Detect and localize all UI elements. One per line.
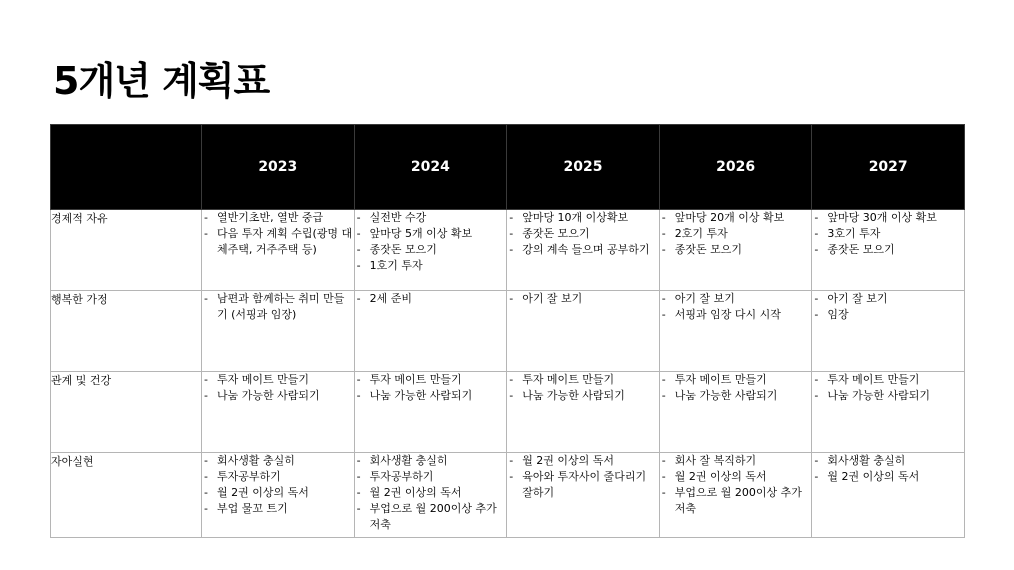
goal-list	[202, 291, 354, 323]
goal-item: - 월 2권 이상의 독서	[355, 485, 507, 501]
goal-item: - 강의 계속 들으며 공부하기	[507, 242, 659, 258]
goal-item: - 2세 준비	[355, 291, 507, 307]
year-header-2023: 2023	[202, 125, 355, 210]
plan-body	[51, 210, 965, 538]
goal-item: - 앞마당 5개 이상 확보	[355, 226, 507, 242]
year-header-2024: 2024	[354, 125, 507, 210]
goal-list	[202, 210, 354, 258]
header-corner	[51, 125, 202, 210]
plan-cell	[202, 210, 355, 291]
plan-table	[50, 124, 965, 538]
goal-item: - 투자 메이트 만들기	[507, 372, 659, 388]
goal-item: - 월 2권 이상의 독서	[812, 469, 964, 485]
goal-item: - 앞마당 30개 이상 확보	[812, 210, 964, 226]
year-header-2025: 2025	[507, 125, 660, 210]
plan-cell	[507, 372, 660, 453]
goal-list	[507, 453, 659, 501]
goal-item: - 열반기초반, 열반 중급	[202, 210, 354, 226]
table-row-happy-family	[51, 291, 965, 372]
plan-cell	[202, 453, 355, 538]
goal-list	[355, 210, 507, 274]
goal-list	[507, 291, 659, 307]
goal-list	[812, 453, 964, 485]
plan-cell	[354, 372, 507, 453]
goal-item: - 종잣돈 모으기	[812, 242, 964, 258]
goal-item: - 남편과 함께하는 취미 만들기 (서핑과 임장)	[202, 291, 354, 323]
header-row	[51, 125, 965, 210]
goal-item: - 나눔 가능한 사람되기	[660, 388, 812, 404]
goal-list	[660, 453, 812, 517]
goal-list	[812, 372, 964, 404]
goal-item: - 아기 잘 보기	[812, 291, 964, 307]
goal-item: - 월 2권 이상의 독서	[507, 453, 659, 469]
goal-item: - 아기 잘 보기	[660, 291, 812, 307]
table-row-economic-freedom	[51, 210, 965, 291]
plan-cell	[812, 291, 965, 372]
goal-list	[507, 372, 659, 404]
goal-list	[507, 210, 659, 258]
row-label: 행복한 가정	[51, 291, 202, 372]
goal-item: - 월 2권 이상의 독서	[202, 485, 354, 501]
goal-item: - 부업으로 월 200이상 추가 저축	[355, 501, 507, 533]
year-header-2026: 2026	[659, 125, 812, 210]
goal-list	[660, 372, 812, 404]
goal-item: - 종잣돈 모으기	[355, 242, 507, 258]
goal-item: - 나눔 가능한 사람되기	[355, 388, 507, 404]
plan-cell	[812, 372, 965, 453]
goal-item: - 서핑과 임장 다시 시작	[660, 307, 812, 323]
row-label: 자아실현	[51, 453, 202, 538]
plan-cell	[812, 210, 965, 291]
goal-list	[202, 453, 354, 517]
goal-item: - 앞마당 20개 이상 확보	[660, 210, 812, 226]
plan-cell	[354, 210, 507, 291]
plan-cell	[507, 210, 660, 291]
plan-cell	[659, 372, 812, 453]
goal-item: - 앞마당 10개 이상확보	[507, 210, 659, 226]
goal-item: - 회사생활 충실히	[812, 453, 964, 469]
goal-item: - 투자 메이트 만들기	[355, 372, 507, 388]
plan-cell	[202, 291, 355, 372]
goal-item: - 나눔 가능한 사람되기	[507, 388, 659, 404]
goal-item: - 실전반 수강	[355, 210, 507, 226]
plan-cell	[507, 291, 660, 372]
goal-list	[660, 210, 812, 258]
goal-item: - 회사생활 충실히	[202, 453, 354, 469]
goal-list	[355, 453, 507, 533]
goal-item: - 종잣돈 모으기	[660, 242, 812, 258]
plan-cell	[507, 453, 660, 538]
goal-item: - 육아와 투자사이 줄다리기 잘하기	[507, 469, 659, 501]
plan-cell	[659, 453, 812, 538]
goal-item: - 임장	[812, 307, 964, 323]
goal-item: - 투자 메이트 만들기	[202, 372, 354, 388]
row-label: 관계 및 건강	[51, 372, 202, 453]
table-row-self-realization	[51, 453, 965, 538]
plan-cell	[659, 291, 812, 372]
year-header-2027: 2027	[812, 125, 965, 210]
plan-cell	[659, 210, 812, 291]
goal-list	[355, 372, 507, 404]
goal-item: - 나눔 가능한 사람되기	[812, 388, 964, 404]
goal-item: - 부업 물꼬 트기	[202, 501, 354, 517]
plan-cell	[812, 453, 965, 538]
goal-item: - 아기 잘 보기	[507, 291, 659, 307]
goal-item: - 투자공부하기	[355, 469, 507, 485]
goal-list	[812, 291, 964, 323]
page-title: 5개년 계획표	[53, 59, 270, 103]
goal-item: - 종잣돈 모으기	[507, 226, 659, 242]
goal-item: - 월 2권 이상의 독서	[660, 469, 812, 485]
plan-cell	[354, 291, 507, 372]
goal-item: - 다음 투자 계획 수립(광명 대체주택, 거주주택 등)	[202, 226, 354, 258]
goal-item: - 투자 메이트 만들기	[660, 372, 812, 388]
goal-item: - 부업으로 월 200이상 추가 저축	[660, 485, 812, 517]
table-row-relationships-health	[51, 372, 965, 453]
goal-item: - 2호기 투자	[660, 226, 812, 242]
goal-item: - 회사 잘 복직하기	[660, 453, 812, 469]
goal-list	[202, 372, 354, 404]
plan-cell	[354, 453, 507, 538]
goal-item: - 1호기 투자	[355, 258, 507, 274]
goal-item: - 투자 메이트 만들기	[812, 372, 964, 388]
plan-cell	[202, 372, 355, 453]
goal-list	[660, 291, 812, 323]
row-label: 경제적 자유	[51, 210, 202, 291]
goal-item: - 투자공부하기	[202, 469, 354, 485]
goal-list	[812, 210, 964, 258]
goal-item: - 3호기 투자	[812, 226, 964, 242]
goal-item: - 회사생활 충실히	[355, 453, 507, 469]
goal-list	[355, 291, 507, 307]
goal-item: - 나눔 가능한 사람되기	[202, 388, 354, 404]
